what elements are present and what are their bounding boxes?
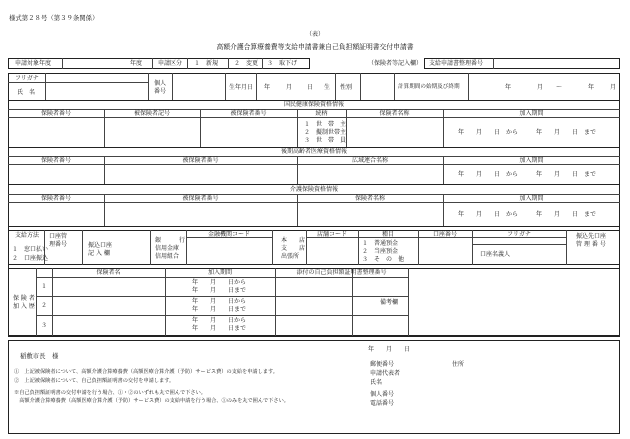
care-insurer-name-input[interactable]	[298, 203, 442, 225]
history-row1-period-from: 年 月 日から	[192, 279, 247, 286]
birth-label: 生年月日	[229, 84, 254, 91]
furigana-input[interactable]	[46, 74, 147, 82]
bank-code-input[interactable]	[187, 238, 271, 264]
history-row-number-2: ２	[41, 302, 48, 309]
nhi-col-insurer-name: 保険者名称	[379, 110, 410, 117]
sex-label: 性別	[340, 84, 353, 91]
footer-box	[8, 340, 620, 434]
elderly-period-text: 年 月 日 から 年 月 日 まで	[458, 171, 597, 178]
nhi-col-insurer-number: 保険者番号	[40, 110, 71, 117]
page-title: 高額介護合算療養費等支給申請書兼自己負担額証明書交付申請書	[216, 43, 414, 51]
address-label: 住所	[452, 361, 465, 368]
remarks-label: 備考欄	[380, 299, 399, 306]
dest-label-line2: 管 理 番 号	[576, 241, 606, 248]
birth-year-unit: 年	[264, 84, 271, 91]
holder-furigana-label: フリガナ	[507, 231, 531, 238]
elderly-col-insured-number: 被保険者番号	[182, 157, 219, 164]
branch-type-main[interactable]: 本 店	[281, 237, 306, 244]
history-row3-cert-input[interactable]	[276, 316, 351, 335]
period-end-month: 月	[610, 84, 617, 91]
nhi-insurer-name-input[interactable]	[347, 118, 442, 146]
phone-number-input[interactable]	[400, 398, 610, 406]
furigana-label: フリガナ	[15, 75, 39, 82]
category-option-withdraw[interactable]: ３ 取下げ	[267, 60, 298, 67]
bank-code-label: 金融機関コード	[207, 231, 250, 238]
branch-code-input[interactable]	[307, 238, 357, 264]
holder-label: 口座名義人	[480, 251, 511, 258]
relation-option-deemed[interactable]: ２ 擬制世帯主	[304, 129, 347, 136]
holder-name-input[interactable]	[515, 245, 565, 264]
care-section-title: 介護保険資格情報	[289, 186, 338, 193]
history-row3-period-to: 年 月 日まで	[192, 325, 247, 332]
applicant-personal-number-label: 個人番号	[370, 391, 395, 398]
branch-code-label: 店舗コード	[316, 231, 347, 238]
history-row2-period-to: 年 月 日まで	[192, 306, 247, 313]
number-label: 番号	[154, 88, 167, 95]
history-row-number-1: １	[41, 283, 48, 290]
window-label-line1: 口座管	[49, 233, 68, 240]
payment-number-label: 支給申請書整理番号	[429, 60, 484, 67]
sex-input[interactable]	[361, 74, 393, 99]
applicant-name-input[interactable]	[400, 377, 610, 387]
front-label: （表）	[305, 31, 324, 38]
history-col-period: 加入期間	[207, 269, 232, 276]
history-row-number-3: ３	[41, 322, 48, 329]
account-type-ordinary[interactable]: １ 普通預金	[362, 240, 399, 247]
remarks-input[interactable]	[409, 278, 619, 335]
elderly-insured-number-input[interactable]	[105, 165, 296, 183]
name-label: 氏 名	[17, 89, 36, 96]
transfer-label-line2: 記 入 欄	[88, 250, 110, 257]
account-type-other[interactable]: ３ そ の 他	[362, 256, 405, 263]
history-row1-cert-input[interactable]	[276, 278, 351, 295]
bank-type-kumiai[interactable]: 信用組合	[155, 253, 180, 260]
period-start-month: 月	[537, 84, 544, 91]
history-row2-insurer-input[interactable]	[53, 297, 164, 314]
birth-day-unit: 日	[307, 84, 314, 91]
branch-type-office[interactable]: 出張所	[281, 253, 300, 260]
personal-label: 個人	[154, 80, 167, 87]
method-option-window[interactable]: １ 窓口払い	[12, 246, 49, 253]
application-date: 年 月 日	[368, 346, 411, 353]
birth-suffix: 生	[324, 84, 331, 91]
nhi-section-title: 国民健康保険資格情報	[283, 101, 344, 108]
relation-option-head[interactable]: １ 世 帯 主	[304, 121, 347, 128]
nhi-col-number: 被保険者番号	[230, 110, 267, 117]
dest-label-line1: 振込先口座	[576, 233, 607, 240]
nhi-insurer-number-input[interactable]	[9, 118, 103, 146]
statement-note-2: 高額介護合算療養費（高額医療合算介護（予防）サービス費）の支給申請を行う場合、①のみを丸で囲んで下さい。	[14, 398, 289, 404]
nhi-col-relation: 続柄	[315, 110, 328, 117]
history-row1-insurer-input[interactable]	[53, 278, 164, 295]
personal-number-input[interactable]	[173, 74, 224, 99]
elderly-union-name-input[interactable]	[298, 165, 442, 183]
form-number: 様式第２８号（第３９条関係）	[9, 14, 99, 22]
care-period-text: 年 月 日 から 年 月 日 まで	[458, 211, 597, 218]
care-col-insurer-number: 保険者番号	[40, 195, 71, 202]
elderly-section-title: 後期高齢者医療資格情報	[280, 148, 347, 155]
branch-type-branch[interactable]: 支 店	[281, 245, 306, 252]
period-end-year: 年	[588, 84, 595, 91]
window-label-line2: 理番号	[49, 241, 68, 248]
target-year-label: 申請対象年度	[15, 60, 52, 67]
elderly-col-period: 加入期間	[519, 157, 544, 164]
elderly-col-insurer-number: 保険者番号	[40, 157, 71, 164]
phone-number-label: 電話番号	[370, 400, 395, 407]
bank-type-bank[interactable]: 銀 行	[155, 237, 186, 244]
transfer-label-line1: 振込口座	[88, 242, 113, 249]
nhi-period-text: 年 月 日 から 年 月 日 まで	[458, 129, 597, 136]
history-row3-insurer-input[interactable]	[53, 316, 164, 335]
account-number-label: 口座番号	[432, 231, 457, 238]
category-label: 申請区分	[158, 60, 183, 67]
nhi-symbol-input[interactable]	[105, 118, 199, 146]
postal-code-label: 郵便番号	[370, 361, 395, 368]
history-row3-period-from: 年 月 日から	[192, 317, 247, 324]
statement-1[interactable]: ① 上記被保険者について、高額介護合算療養費（高額医療合算介護（予防）サービス費）の支給を申請します。	[14, 369, 278, 375]
postal-code-input[interactable]	[400, 359, 448, 367]
account-number-input[interactable]	[419, 238, 471, 264]
history-row2-cert-input[interactable]	[276, 297, 351, 314]
account-type-label: 種目	[381, 231, 394, 238]
nhi-col-symbol: 被保険者記号	[133, 110, 170, 117]
history-side-label-line1: 保 険 者	[13, 295, 35, 302]
statement-note-1: ※自己負担額証明書の交付申請を行う場合、①・②のいずれも丸で囲んで下さい。	[14, 390, 206, 396]
history-row1-period-to: 年 月 日まで	[192, 287, 247, 294]
statement-2[interactable]: ② 上記被保険者について、自己負担額証明書の交付を申請します。	[14, 378, 175, 384]
nhi-col-period: 加入期間	[519, 110, 544, 117]
history-row2-period-from: 年 月 日から	[192, 298, 247, 305]
bank-type-shinkin[interactable]: 信用金庫	[155, 245, 180, 252]
mayor-addressee: 稲敷市長 様	[20, 352, 59, 360]
year-unit: 年度	[130, 60, 143, 67]
applicant-personal-number-input[interactable]	[400, 389, 610, 397]
account-type-current[interactable]: ２ 当座預金	[362, 248, 399, 255]
category-option-change[interactable]: ２ 変更	[234, 60, 259, 67]
address-input[interactable]	[470, 359, 610, 367]
birth-month-unit: 月	[286, 84, 293, 91]
care-insured-number-input[interactable]	[105, 203, 296, 225]
name-input[interactable]	[46, 83, 147, 99]
history-col-insurer-name: 保険者名	[96, 269, 121, 276]
relation-option-member[interactable]: ３ 世 帯 員	[304, 137, 347, 144]
method-label: 支給方法	[15, 232, 40, 239]
applicant-name-label: 氏名	[370, 379, 383, 386]
representative-label: 申請代表者	[370, 370, 401, 377]
elderly-insurer-number-input[interactable]	[9, 165, 103, 183]
period-label: 計算期間の始期及び終期	[398, 84, 460, 90]
period-start-year: 年	[505, 84, 512, 91]
elderly-col-union-name: 広域連合名称	[351, 157, 388, 164]
care-insurer-number-input[interactable]	[9, 203, 103, 225]
care-col-period: 加入期間	[519, 195, 544, 202]
method-option-transfer[interactable]: ２ 口座振込	[12, 255, 49, 262]
care-col-insured-number: 被保険者番号	[182, 195, 219, 202]
history-side-label-line2: 加 入 歴	[13, 303, 35, 310]
care-col-insurer-name: 保険者名称	[354, 195, 385, 202]
nhi-number-input[interactable]	[201, 118, 296, 146]
history-col-cert-number: 添付の自己負担額証明書整理番号	[296, 269, 387, 276]
period-tilde: ～	[556, 84, 563, 91]
holder-furigana-input[interactable]	[473, 238, 565, 244]
insurer-entry-label: （保険者等記入欄）	[368, 60, 423, 67]
category-option-new[interactable]: １ 新規	[194, 60, 219, 67]
